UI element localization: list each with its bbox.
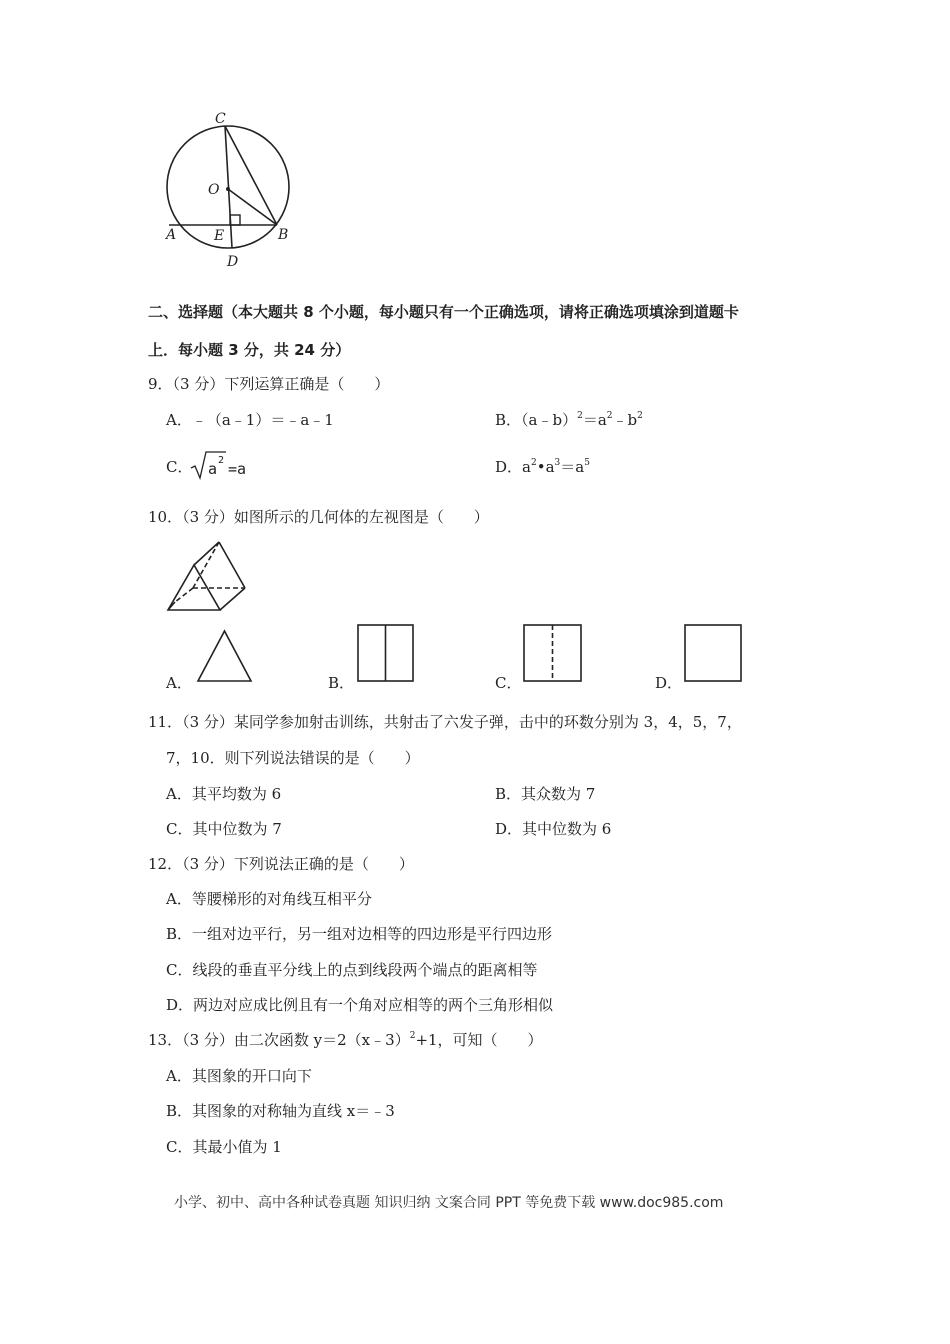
q10-option-d-label: D． <box>655 674 683 692</box>
right-angle-mark <box>230 215 240 225</box>
q9-option-a: A．﹣（a﹣1）＝﹣a﹣1 <box>166 411 334 429</box>
q9-stem: 9．（3 分）下列运算正确是（ ） <box>148 375 390 393</box>
q12-stem: 12．（3 分）下列说法正确的是（ ） <box>148 855 414 873</box>
radicand: a <box>208 460 218 478</box>
q10-option-b-rectangle <box>357 624 415 684</box>
hidden-edge-3 <box>175 588 193 602</box>
prism-top-edge <box>194 542 219 565</box>
section-heading: 二、选择题（本大题共 8 个小题，每小题只有一个正确选项，请将正确选项填涂到道题卡 <box>148 303 739 321</box>
circle-figure <box>160 105 300 275</box>
line-ob <box>228 189 277 225</box>
q12-option-a: A．等腰梯形的对角线互相平分 <box>166 890 372 908</box>
q12-option-c: C．线段的垂直平分线上的点到线段两个端点的距离相等 <box>166 961 538 979</box>
label-o: O <box>208 182 220 198</box>
q10-option-b-label: B． <box>328 674 355 692</box>
q12-option-d: D．两边对应成比例且有一个角对应相等的两个三角形相似 <box>166 996 554 1014</box>
q10-stem: 10．（3 分）如图所示的几何体的左视图是（ ） <box>148 508 489 526</box>
center-point <box>226 187 230 191</box>
q10-option-a-triangle <box>196 628 254 684</box>
q11-option-a: A．其平均数为 6 <box>166 785 282 803</box>
label-e: E <box>214 228 225 244</box>
q10-option-d-square <box>684 624 744 684</box>
q10-option-a-label: A． <box>166 674 192 692</box>
q13-option-a: A．其图象的开口向下 <box>166 1067 312 1085</box>
q10-option-c-label: C． <box>495 674 522 692</box>
q13-option-b: B．其图象的对称轴为直线 x＝﹣3 <box>166 1102 395 1120</box>
q9-option-d: D．$a^2•a^3=a^5$ <box>495 458 590 476</box>
sqrt-result: =a <box>228 460 247 478</box>
line-cd <box>225 126 232 248</box>
square-shape <box>685 625 741 681</box>
q11-stem: 11．（3 分）某同学参加射击训练，共射击了六发子弹，击中的环数分别为 3，4，5，7， <box>148 713 742 731</box>
prism-bottom-edge <box>220 588 245 610</box>
q11-option-c: C．其中位数为 7 <box>166 820 282 838</box>
label-b: B <box>278 227 289 243</box>
sqrt-expression <box>190 449 250 481</box>
q13-stem: 13．（3 分）由二次函数 y＝2（x﹣3）$^2$+1，可知（ ） <box>148 1031 543 1049</box>
hidden-edge-1 <box>193 542 219 588</box>
triangle-shape <box>198 631 251 681</box>
line-cb <box>225 126 277 225</box>
q10-option-c-rectangle <box>523 624 583 684</box>
q9-option-c: C． <box>166 458 193 476</box>
label-c: C <box>215 111 226 127</box>
radicand-exponent: 2 <box>218 455 225 466</box>
q11-option-b: B．其众数为 7 <box>495 785 596 803</box>
page-footer: 小学、初中、高中各种试卷真题 知识归纳 文案合同 PPT 等免费下载 www.doc985.com <box>174 1195 724 1211</box>
q11-option-d: D．其中位数为 6 <box>495 820 612 838</box>
label-a: A <box>166 227 177 243</box>
q11-stem-cont: 7，10．则下列说法错误的是（ ） <box>166 749 420 767</box>
prism-right-edge <box>219 542 245 588</box>
label-d: D <box>227 254 239 270</box>
q12-option-b: B．一组对边平行，另一组对边相等的四边形是平行四边形 <box>166 925 553 943</box>
section-heading-cont: 上．每小题 3 分，共 24 分） <box>148 341 351 359</box>
q9-option-b: B．$(a﹣b)^2=a^2﹣b^2$ <box>495 411 643 429</box>
q13-option-c: C．其最小值为 1 <box>166 1138 282 1156</box>
prism-figure <box>165 538 250 614</box>
